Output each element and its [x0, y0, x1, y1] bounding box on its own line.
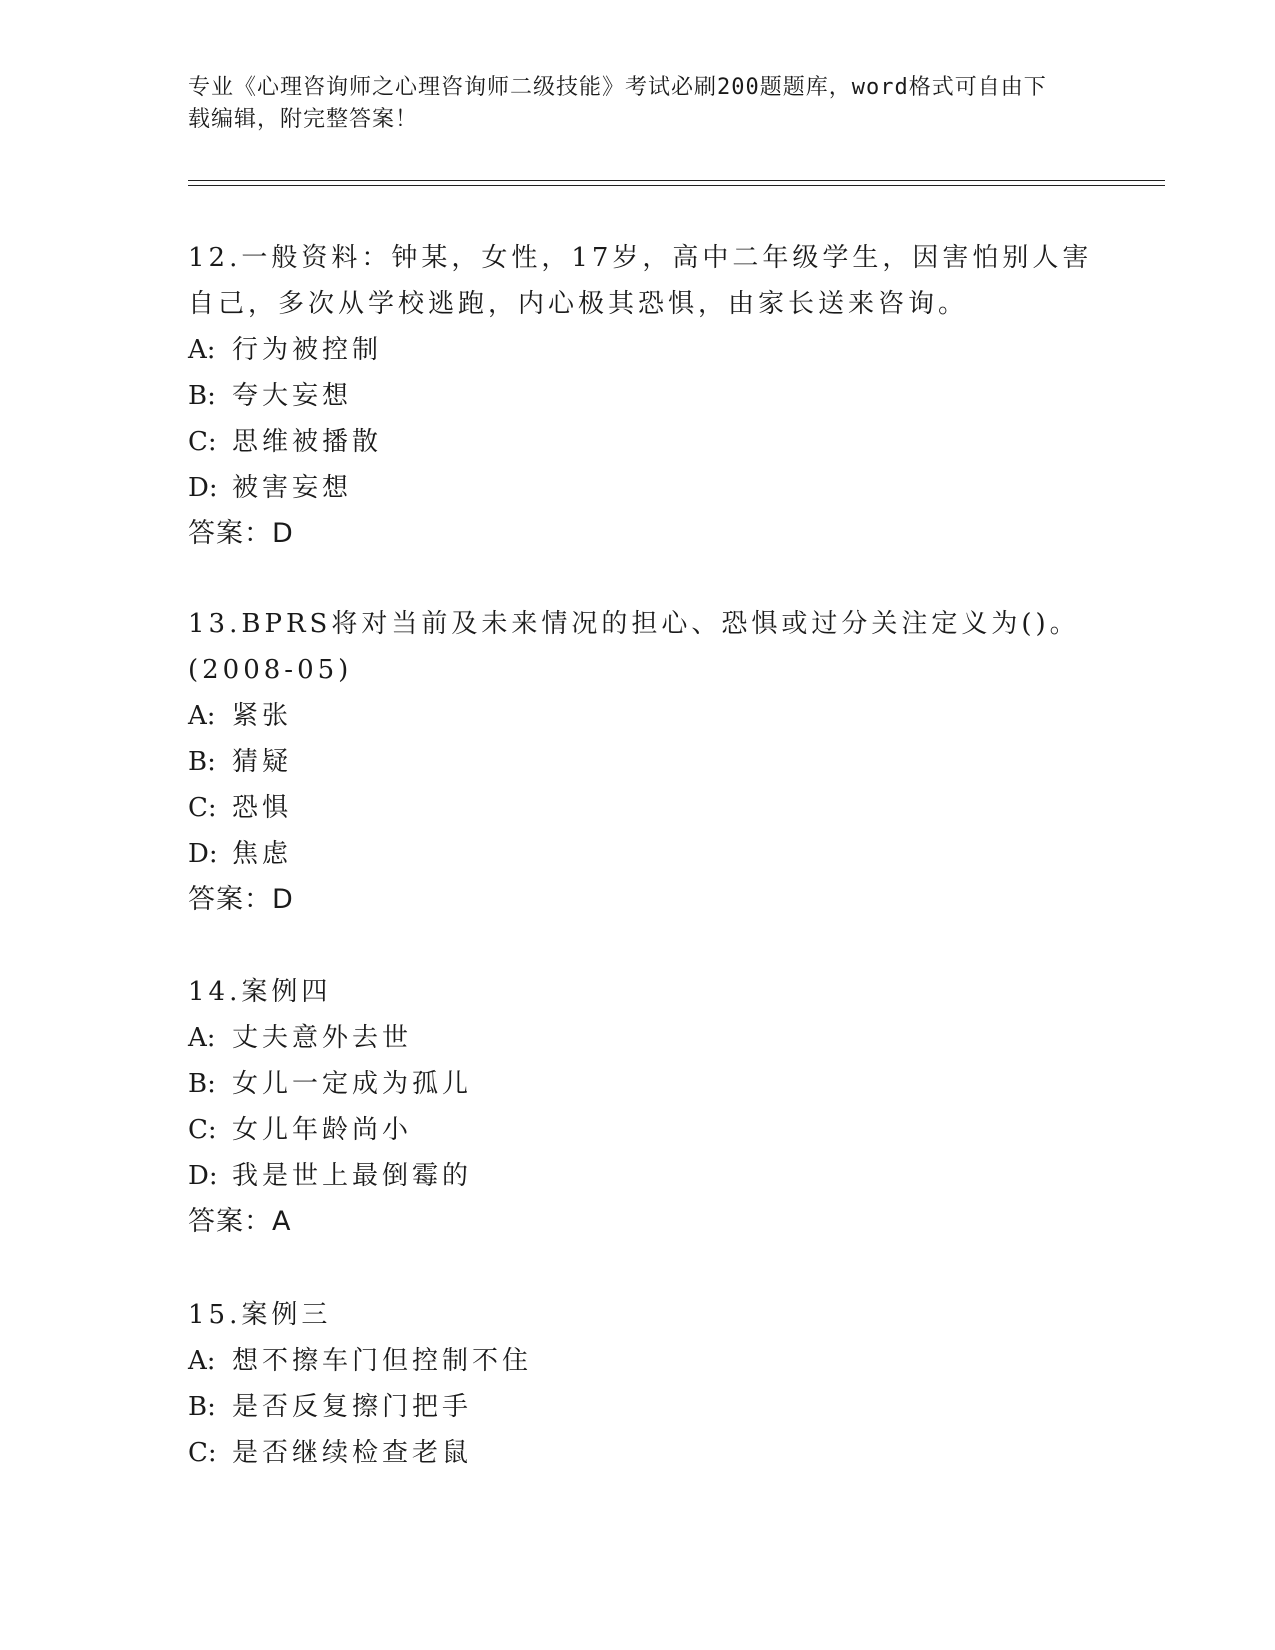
option-key: A:	[188, 701, 216, 731]
option-key: D:	[188, 839, 218, 869]
answer-line: 答案：D	[188, 884, 294, 915]
question-stem: 15.案例三	[188, 1300, 332, 1330]
option-key: B:	[188, 1069, 216, 1099]
option-key: C:	[188, 1438, 217, 1468]
question-stem: 14.案例四	[188, 977, 332, 1007]
option-text: 被害妄想	[232, 473, 353, 503]
option-b	[188, 1061, 1118, 1107]
document-intro: 专业《心理咨询师之心理咨询师二级技能》考试必刷200题题库，word格式可自由下载编辑，附完整答案！	[188, 75, 1047, 132]
option-key: B:	[188, 747, 216, 777]
option-text: 行为被控制	[232, 335, 383, 365]
option-key: C:	[188, 427, 217, 457]
answer-line: 答案：D	[188, 518, 294, 549]
option-text: 女儿年龄尚小	[232, 1115, 413, 1145]
question-13	[188, 601, 1118, 923]
option-key: A:	[188, 1346, 216, 1376]
option-a	[188, 1338, 1118, 1384]
option-key: A:	[188, 335, 216, 365]
option-d	[188, 1153, 1118, 1199]
question-stem: 13.BPRS将对当前及未来情况的担心、恐惧或过分关注定义为()。(2008-05)	[188, 609, 1080, 685]
option-key: A:	[188, 1023, 216, 1053]
option-text: 夸大妄想	[232, 381, 353, 411]
option-key: D:	[188, 1161, 218, 1191]
answer-line: 答案：A	[188, 1206, 292, 1237]
option-text: 焦虑	[232, 839, 293, 869]
option-key: C:	[188, 793, 217, 823]
option-d	[188, 831, 1118, 877]
option-text: 我是世上最倒霉的	[232, 1161, 473, 1191]
option-text: 丈夫意外去世	[232, 1023, 413, 1053]
option-text: 想不擦车门但控制不住	[232, 1346, 533, 1376]
option-a	[188, 693, 1118, 739]
option-b	[188, 373, 1118, 419]
option-c	[188, 1107, 1118, 1153]
question-14	[188, 969, 1118, 1245]
option-text: 紧张	[232, 701, 293, 731]
option-text: 思维被播散	[232, 427, 383, 457]
option-text: 是否继续检查老鼠	[232, 1438, 473, 1468]
option-text: 猜疑	[232, 747, 293, 777]
option-key: D:	[188, 473, 218, 503]
option-text: 是否反复擦门把手	[232, 1392, 473, 1422]
option-c	[188, 419, 1118, 465]
option-c	[188, 785, 1118, 831]
option-key: B:	[188, 381, 216, 411]
question-12	[188, 235, 1118, 557]
question-15	[188, 1292, 1118, 1476]
option-d	[188, 465, 1118, 511]
option-text: 恐惧	[232, 793, 293, 823]
question-stem: 12.一般资料：钟某，女性，17岁，高中二年级学生，因害怕别人害自己，多次从学校逃跑，内心极其恐惧，由家长送来咨询。	[188, 243, 1093, 319]
option-key: C:	[188, 1115, 217, 1145]
option-a	[188, 327, 1118, 373]
option-text: 女儿一定成为孤儿	[232, 1069, 473, 1099]
option-b	[188, 739, 1118, 785]
header-divider-bottom	[188, 185, 1165, 186]
option-a	[188, 1015, 1118, 1061]
option-key: B:	[188, 1392, 216, 1422]
option-c	[188, 1430, 1118, 1476]
option-b	[188, 1384, 1118, 1430]
header-divider-top	[188, 180, 1165, 181]
